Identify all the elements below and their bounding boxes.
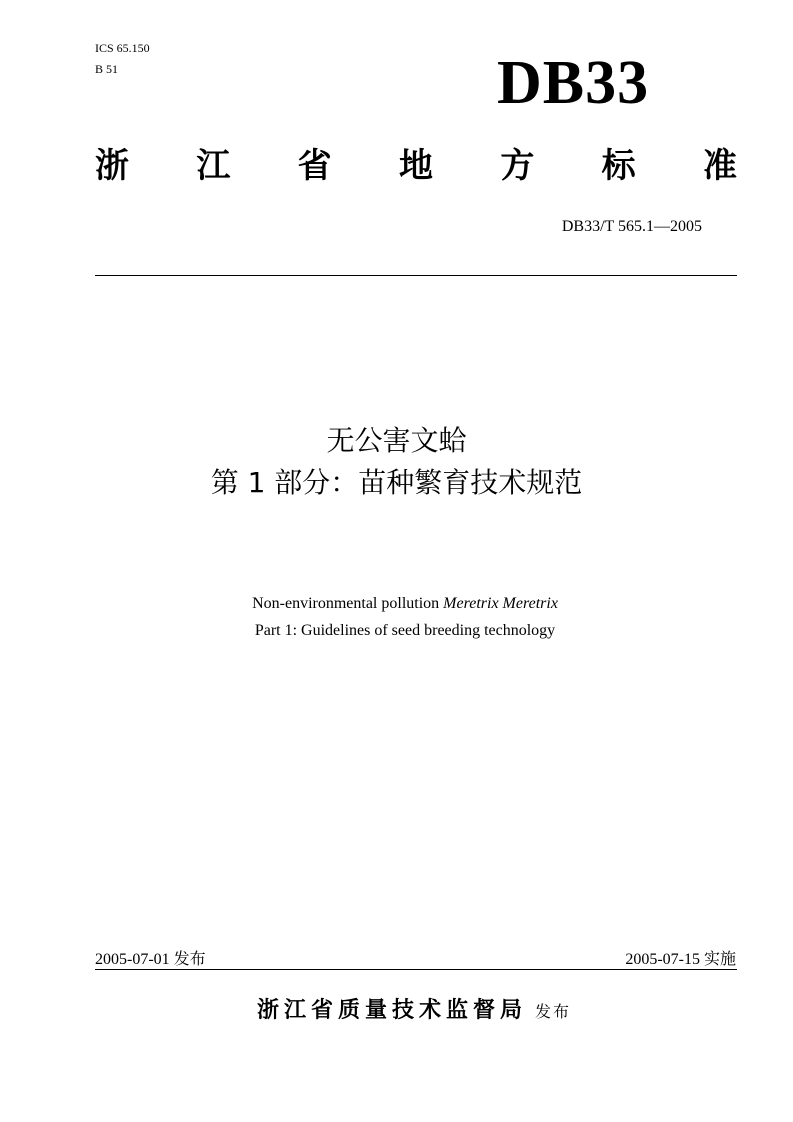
standard-type-char: 地 bbox=[398, 146, 433, 186]
ccs-code: B 51 bbox=[95, 62, 119, 76]
title-line-2: 第 1 部分：苗种繁育技术规范 bbox=[210, 466, 583, 499]
standard-type-char: 标 bbox=[601, 146, 636, 186]
issuer-suffix: 发布 bbox=[535, 1002, 572, 1021]
english-title-line-1 bbox=[0, 590, 793, 617]
standard-type-title bbox=[95, 142, 737, 190]
title-line-1: 无公害文蛤 bbox=[326, 424, 467, 457]
top-divider bbox=[95, 275, 737, 276]
standard-type-char: 省 bbox=[297, 146, 332, 186]
standard-number: DB33/T 565.1—2005 bbox=[561, 218, 702, 235]
bottom-divider bbox=[95, 969, 737, 970]
issue-label: 发布 bbox=[173, 949, 206, 968]
document-title bbox=[0, 420, 793, 504]
standard-type-char: 浙 bbox=[95, 146, 129, 186]
implementation-date bbox=[625, 946, 736, 969]
issuer-name: 浙江省质量技术监督局 bbox=[256, 998, 527, 1023]
implementation-date-value: 2005-07-15 bbox=[625, 951, 700, 968]
english-title-line-2: Part 1: Guidelines of seed breeding technology bbox=[254, 622, 556, 639]
implementation-label: 实施 bbox=[703, 949, 736, 968]
ics-code: ICS 65.150 bbox=[95, 41, 150, 55]
standard-type-char: 方 bbox=[500, 146, 535, 186]
issuing-authority bbox=[0, 993, 793, 1024]
english-title-prefix: Non-environmental pollution bbox=[252, 595, 444, 612]
issue-date bbox=[95, 946, 206, 969]
issue-date-value: 2005-07-01 bbox=[95, 951, 170, 968]
standard-logo: DB33 bbox=[497, 49, 650, 117]
english-title bbox=[0, 590, 793, 644]
standard-type-char: 江 bbox=[196, 146, 231, 186]
standard-type-char: 准 bbox=[702, 146, 737, 186]
species-name: Meretrix Meretrix bbox=[443, 595, 558, 612]
